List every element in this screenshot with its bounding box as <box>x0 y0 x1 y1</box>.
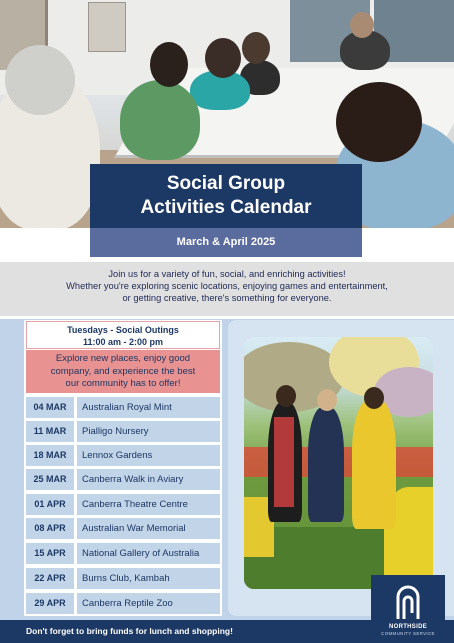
event-row <box>26 543 220 564</box>
event-row <box>26 593 220 614</box>
event-name: Lennox Gardens <box>77 445 220 466</box>
outings-heading-title: Tuesdays - Social Outings <box>67 325 179 335</box>
event-name: Burns Club, Kambah <box>77 568 220 589</box>
event-date: 25 MAR <box>26 469 74 490</box>
event-row <box>26 568 220 589</box>
footer-edge <box>445 620 454 643</box>
event-row <box>26 518 220 539</box>
event-name: Canberra Theatre Centre <box>77 494 220 515</box>
event-row <box>26 469 220 490</box>
intro-line-1: Join us for a variety of fun, social, and enriching activities! <box>108 269 346 279</box>
event-row <box>26 397 220 418</box>
intro-line-3: or getting creative, there's something for everyone. <box>122 293 332 303</box>
period-banner: March & April 2025 <box>90 228 362 257</box>
event-name: Canberra Walk in Aviary <box>77 469 220 490</box>
outings-heading-time: 11:00 am - 2:00 pm <box>82 337 164 347</box>
event-name: Australian War Memorial <box>77 518 220 539</box>
event-date: 18 MAR <box>26 445 74 466</box>
event-date: 15 APR <box>26 543 74 564</box>
event-date: 29 APR <box>26 593 74 614</box>
logo-subtitle: COMMUNITY SERVICE <box>381 631 435 636</box>
logo-name: NORTHSIDE <box>388 624 428 630</box>
intro-text <box>0 262 454 316</box>
event-row <box>26 421 220 442</box>
event-date: 11 MAR <box>26 421 74 442</box>
outings-description <box>26 350 220 393</box>
event-name: Canberra Reptile Zoo <box>77 593 220 614</box>
footer-note: Don't forget to bring funds for lunch and shopping! <box>0 620 371 643</box>
event-row <box>26 445 220 466</box>
event-name: Pialligo Nursery <box>77 421 220 442</box>
logo-mark-icon <box>393 583 423 621</box>
event-date: 01 APR <box>26 494 74 515</box>
title-line-1: Social Group <box>166 173 286 194</box>
event-name: National Gallery of Australia <box>77 543 220 564</box>
event-date: 22 APR <box>26 568 74 589</box>
title-line-2: Activities Calendar <box>140 197 312 218</box>
outings-desc-line-1: Explore new places, enjoy good <box>55 353 191 364</box>
event-date: 08 APR <box>26 518 74 539</box>
northside-logo <box>371 575 445 643</box>
event-row <box>26 494 220 515</box>
outings-desc-line-3: our community has to offer! <box>65 378 181 389</box>
garden-photo <box>244 337 433 589</box>
event-name: Australian Royal Mint <box>77 397 220 418</box>
event-date: 04 MAR <box>26 397 74 418</box>
outings-heading <box>26 321 220 349</box>
outings-desc-line-2: company, and experience the best <box>50 365 196 377</box>
intro-line-2: Whether you're exploring scenic locations, enjoying games and entertainment, <box>66 281 388 291</box>
page-title <box>90 164 362 228</box>
